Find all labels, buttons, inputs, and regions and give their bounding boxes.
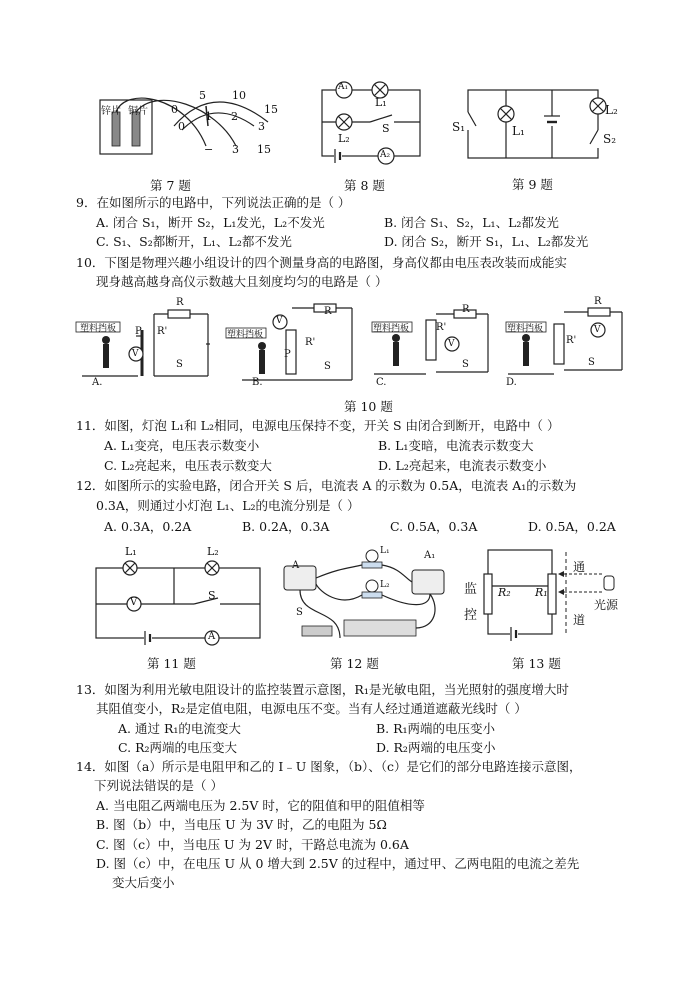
q14-option-d-line2: 变大后变小 [112,875,175,890]
q12-option-d: D. 0.5A，0.2A [528,519,616,534]
fig13-r2-label: R₂ [498,586,511,599]
fig11-a-label: A [208,631,216,642]
fig7-scale-top-15: 15 [264,103,278,116]
q10-stem-line2: 现身越高越身高仪示数越大且刻度均匀的电路是（ ） [96,274,388,289]
q10-s-label-b: S [324,361,331,372]
fig9-circuit-diagram [462,86,612,162]
fig7-scale-top-0: 0 [171,103,178,116]
fig12-caption: 第 12 题 [330,656,379,671]
q10-label-c: C. [376,377,387,388]
q13-option-d: D. R₂两端的电压变小 [376,740,496,755]
fig12-l2-label: L₂ [380,580,390,590]
q10-r-label-a: R [176,297,184,308]
q10-v-label-a: V [132,349,139,359]
fig7-scale-bottom-2: 2 [231,110,238,123]
q13-stem-line2: 其阻值变小，R₂是定值电阻，电源电压不变。当有人经过通道遮蔽光线时（ ） [96,701,527,716]
q11-option-c: C. L₂亮起来，电压表示数变大 [104,458,272,473]
fig8-l1-label: L₁ [375,96,387,109]
fig9-l1-label: L₁ [512,124,525,138]
q10-rp-label-b: R' [305,337,316,348]
q10-board-label-a: 塑料挡板 [80,324,117,334]
q10-label-d: D. [506,377,517,388]
fig7-scale-top-5: 5 [199,89,206,102]
q14-option-c: C. 图（c）中，当电压 U 为 2V 时，干路总电流为 0.6A [96,837,409,852]
fig9-s2-label: S₂ [603,132,617,146]
q14-option-b: B. 图（b）中，当电压 U 为 3V 时，乙的电阻为 5Ω [96,817,387,832]
fig8-a1-label: A₁ [338,82,349,92]
fig11-s-label: S [208,589,216,602]
fig12-l1-label: L₁ [380,546,390,556]
fig8-s-label: S [382,122,390,135]
q10-board-label-d: 塑料挡板 [507,324,544,334]
q14-option-d-line1: D. 图（c）中，在电压 U 从 0 增大到 2.5V 的过程中，通过甲、乙两电阻的电流之差先 [96,856,580,871]
q10-v-label-c: V [448,339,455,349]
q13-stem-line1: 13．如图为利用光敏电阻设计的监控装置示意图，R₁是光敏电阻，当光照射的强度增大时 [76,682,569,697]
q12-option-b: B. 0.2A，0.3A [242,519,330,534]
fig9-l2-label: L₂ [605,103,618,117]
q14-stem-line2: 下列说法错误的是（ ） [94,778,223,793]
fig12-a-label: A [292,560,300,571]
fig8-a2-label: A₂ [380,150,391,160]
fig8-l2-label: L₂ [338,132,350,145]
q10-p-label-a: P [135,326,142,337]
q9-option-d: D. 闭合 S₂，断开 S₁，L₁、L₂都发光 [384,234,589,249]
q14-stem-line1: 14．如图（a）所示是电阻甲和乙的 I﹣U 图象，（b）、（c）是它们的部分电路连接示意图， [76,759,582,774]
q11-option-a: A. L₁变亮，电压表示数变小 [104,438,260,453]
q12-stem-line1: 12．如图所示的实验电路，闭合开关 S 后，电流表 A 的示数为 0.5A，电流表 A₁的示数为 [76,478,577,493]
fig7-zinc-label: 锌片 [101,106,121,117]
q10-label-b: B. [252,377,263,388]
q13-option-a: A. 通过 R₁的电流变大 [118,721,241,736]
q12-option-a: A. 0.3A，0.2A [104,519,192,534]
fig13-road-label-2: 道 [573,613,586,627]
fig12-s-label: S [296,607,303,618]
fig7-scale-bottom-0: 0 [178,120,185,133]
fig7-terminal-3: 3 [232,143,239,156]
q10-rp-label-a: R' [157,326,168,337]
fig8-circuit-diagram [316,82,426,166]
fig7-scale-top-10: 10 [232,89,246,102]
q10-board-label-b: 塑料挡板 [227,330,264,340]
fig13-caption: 第 13 题 [512,656,561,671]
q13-option-b: B. R₁两端的电压变小 [376,721,496,736]
q10-board-label-c: 塑料挡板 [373,324,410,334]
q10-circuit-a [76,300,216,388]
q12-stem-line2: 0.3A，则通过小灯泡 L₁、L₂的电流分别是（ ） [96,498,360,513]
q11-option-d: D. L₂亮起来，电流表示数变小 [378,458,547,473]
q10-circuit-c [370,300,500,388]
fig13-road-label-1: 通 [573,560,586,574]
fig11-l2-label: L₂ [207,545,219,558]
fig7-copper-label: 铜片 [128,106,148,117]
q10-s-label-d: S [588,357,595,368]
fig9-s1-label: S₁ [452,120,466,134]
q10-rp-label-d: R' [566,335,577,346]
q11-option-b: B. L₁变暗，电流表示数变大 [378,438,534,453]
fig13-monitor-label-2: 控 [464,608,478,623]
q10-s-label-c: S [462,359,469,370]
q11-stem: 11．如图，灯泡 L₁和 L₂相同，电源电压保持不变，开关 S 由闭合到断开，电路中（ ） [76,418,560,433]
fig7-caption: 第 7 题 [150,178,191,193]
q10-rp-label-c: R' [436,322,447,333]
fig11-v-label: V [130,597,138,608]
q10-v-label-b: V [276,316,283,326]
q12-option-c: C. 0.5A，0.3A [390,519,478,534]
q9-option-c: C. S₁、S₂都断开，L₁、L₂都不发光 [96,234,292,249]
fig7-terminal-minus: − [204,143,214,156]
q9-option-b: B. 闭合 S₁、S₂，L₁、L₂都发光 [384,215,559,230]
q10-s-label-a: S [176,359,183,370]
fig13-light-source-label: 光源 [594,598,619,612]
q10-r-label-c: R [462,304,470,315]
fig7-terminal-15: 15 [257,143,271,156]
fig12-a1-label: A₁ [424,550,436,561]
fig11-l1-label: L₁ [125,545,137,558]
fig8-caption: 第 8 题 [344,178,385,193]
q13-option-c: C. R₂两端的电压变大 [118,740,237,755]
fig7-scale-bottom-1: 1 [205,110,212,123]
fig11-caption: 第 11 题 [147,656,196,671]
q10-stem-line1: 10．下图是物理兴趣小组设计的四个测量身高的电路图，身高仪都由电压表改装而成能实 [76,255,567,270]
q14-option-a: A. 当电阻乙两端电压为 2.5V 时，它的阻值和甲的阻值相等 [96,798,425,813]
fig11-circuit-diagram [94,560,264,642]
q10-r-label-d: R [594,296,602,307]
fig13-r1-label: R₁ [535,586,548,599]
fig13-monitor-label-1: 监 [464,582,478,597]
q10-label-a: A. [92,377,103,388]
q10-caption: 第 10 题 [344,399,393,414]
q10-circuit-b [222,300,362,388]
q9-option-a: A. 闭合 S₁，断开 S₂，L₁发光，L₂不发光 [96,215,325,230]
q10-v-label-d: V [594,325,601,335]
fig12-experiment-diagram [280,548,448,644]
fig7-scale-bottom-3: 3 [258,120,265,133]
q9-stem: 9．在如图所示的电路中，下列说法正确的是（ ） [76,195,351,210]
q10-p-label-b: P [284,349,291,360]
q10-r-label-b: R [324,306,332,317]
fig9-caption: 第 9 题 [512,177,553,192]
